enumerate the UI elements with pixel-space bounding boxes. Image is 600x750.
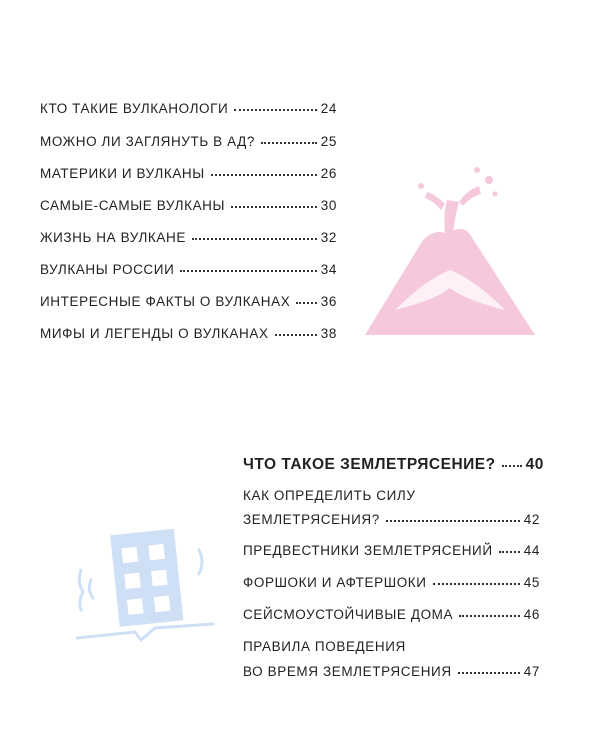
cracked-building-illustration-icon — [75, 520, 215, 645]
toc-leader-dots — [502, 465, 522, 467]
toc-entry[interactable] — [40, 198, 337, 213]
toc-entry-title: МОЖНО ЛИ ЗАГЛЯНУТЬ В АД? — [40, 134, 255, 149]
toc-entry[interactable] — [243, 664, 540, 679]
toc-entry-title: ФОРШОКИ И АФТЕРШОКИ — [243, 575, 427, 590]
toc-entry-page: 25 — [320, 134, 337, 149]
toc-entry-page: 36 — [320, 294, 337, 309]
toc-entry-title: СЕЙСМОУСТОЙЧИВЫЕ ДОМА — [243, 607, 454, 622]
toc-entry-page: 38 — [320, 326, 337, 341]
toc-leader-dots — [211, 174, 317, 176]
toc-entry-page: 45 — [523, 575, 540, 590]
toc-leader-dots — [296, 302, 316, 304]
toc-leader-dots — [433, 583, 520, 585]
toc-entry-page: 26 — [320, 166, 337, 181]
toc-leader-dots — [386, 520, 520, 522]
toc-entry-title: ЖИЗНЬ НА ВУЛКАНЕ — [40, 230, 186, 245]
toc-leader-dots — [459, 615, 520, 617]
toc-entry-title: САМЫЕ-САМЫЕ ВУЛКАНЫ — [40, 198, 226, 213]
toc-entry-page: 42 — [523, 512, 540, 527]
toc-entry-title: МАТЕРИКИ И ВУЛКАНЫ — [40, 166, 205, 181]
toc-heading-title: ЧТО ТАКОЕ ЗЕМЛЕТРЯСЕНИЕ? — [243, 456, 496, 473]
toc-entry-title: ИНТЕРЕСНЫЕ ФАКТЫ О ВУЛКАНАХ — [40, 294, 291, 309]
toc-entry[interactable] — [243, 543, 540, 558]
toc-leader-dots — [499, 551, 520, 553]
toc-entry-title: ВУЛКАНЫ РОССИИ — [40, 262, 175, 277]
toc-entry-title: ЗЕМЛЕТРЯСЕНИЯ? — [243, 512, 380, 527]
toc-entry[interactable] — [243, 512, 540, 527]
toc-leader-dots — [192, 238, 317, 240]
toc-entry-title-line1: ПРАВИЛА ПОВЕДЕНИЯ — [243, 639, 406, 654]
toc-leader-dots — [231, 206, 317, 208]
toc-entry[interactable] — [40, 326, 337, 341]
toc-entry-title: КТО ТАКИЕ ВУЛКАНОЛОГИ — [40, 101, 229, 116]
toc-leader-dots — [261, 142, 317, 144]
toc-entry-title: ПРЕДВЕСТНИКИ ЗЕМЛЕТРЯСЕНИЙ — [243, 543, 493, 558]
toc-entry-page: 30 — [320, 198, 337, 213]
toc-leader-dots — [458, 672, 520, 674]
toc-entry-page: 32 — [320, 230, 337, 245]
toc-entry[interactable] — [243, 607, 540, 622]
toc-entry[interactable] — [40, 262, 337, 277]
toc-entry[interactable] — [40, 134, 337, 149]
toc-entry[interactable] — [40, 230, 337, 245]
toc-entry-page: 24 — [320, 101, 337, 116]
toc-entry[interactable] — [40, 294, 337, 309]
toc-heading-page: 40 — [525, 456, 544, 473]
toc-entry-title: ВО ВРЕМЯ ЗЕМЛЕТРЯСЕНИЯ — [243, 664, 452, 679]
toc-entry-title-line1: КАК ОПРЕДЕЛИТЬ СИЛУ — [243, 488, 416, 503]
toc-leader-dots — [180, 270, 316, 272]
toc-leader-dots — [234, 109, 316, 111]
toc-entry-page: 44 — [523, 543, 540, 558]
toc-section-heading[interactable] — [243, 456, 544, 474]
toc-leader-dots — [275, 334, 317, 336]
toc-entry-page: 47 — [523, 664, 540, 679]
toc-entry-title: МИФЫ И ЛЕГЕНДЫ О ВУЛКАНАХ — [40, 326, 269, 341]
volcano-illustration-icon — [355, 160, 545, 340]
toc-entry[interactable] — [40, 101, 337, 116]
toc-entry[interactable] — [40, 166, 337, 181]
toc-entry-page: 46 — [523, 607, 540, 622]
toc-entry-page: 34 — [320, 262, 337, 277]
toc-entry[interactable] — [243, 575, 540, 590]
